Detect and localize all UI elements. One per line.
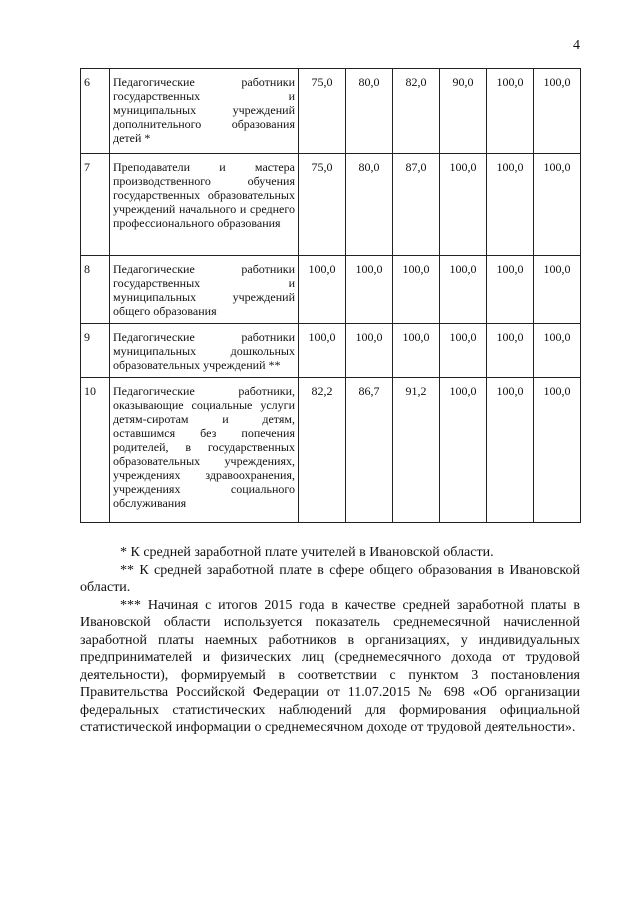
value-cell: 100,0: [487, 256, 534, 324]
row-title: Педагогические работники муниципальных дошкольных образовательных учреждений **: [110, 324, 299, 378]
footnote-general-education: ** К средней заработной плате в сфере общего образования в Ивановской области.: [80, 562, 580, 595]
value-cell: 100,0: [534, 154, 581, 256]
footnote-teachers: * К средней заработной плате учителей в Ивановской области.: [120, 545, 494, 560]
row-title: Педагогические работники, оказывающие социальные услуги детям-сиротам и детям, оставшимся без попечения родителей, в государственных образовательных учреждениях, учреждениях здравоохранения, учреждениях социального обслуживания: [110, 378, 299, 523]
value-cell: 75,0: [299, 154, 346, 256]
table-row: [81, 378, 581, 523]
value-cell: 75,0: [299, 69, 346, 154]
value-cell: 87,0: [393, 154, 440, 256]
value-cell: 100,0: [534, 69, 581, 154]
value-cell: 82,0: [393, 69, 440, 154]
row-number: 8: [81, 256, 110, 324]
value-cell: 100,0: [440, 324, 487, 378]
page-number: 4: [573, 38, 580, 53]
value-cell: 80,0: [346, 69, 393, 154]
row-number: 7: [81, 154, 110, 256]
value-cell: 91,2: [393, 378, 440, 523]
value-cell: 100,0: [346, 324, 393, 378]
value-cell: 100,0: [487, 69, 534, 154]
table-row: [81, 324, 581, 378]
row-number: 9: [81, 324, 110, 378]
value-cell: 100,0: [534, 324, 581, 378]
value-cell: 100,0: [299, 324, 346, 378]
row-title: Педагогические работники государственных и муниципальных учреждений дополнительного образования детей *: [110, 69, 299, 154]
value-cell: 100,0: [346, 256, 393, 324]
value-cell: 100,0: [440, 154, 487, 256]
value-cell: 100,0: [440, 378, 487, 523]
value-cell: 100,0: [440, 256, 487, 324]
row-title: Педагогические работники государственных и муниципальных учреждений общего образования: [110, 256, 299, 324]
value-cell: 100,0: [393, 324, 440, 378]
value-cell: 100,0: [487, 378, 534, 523]
value-cell: 100,0: [299, 256, 346, 324]
table-row: [81, 256, 581, 324]
value-cell: 82,2: [299, 378, 346, 523]
value-cell: 80,0: [346, 154, 393, 256]
value-cell: 90,0: [440, 69, 487, 154]
row-number: 6: [81, 69, 110, 154]
row-number: 10: [81, 378, 110, 523]
value-cell: 100,0: [534, 256, 581, 324]
row-title: Преподаватели и мастера производственного обучения государственных образовательных учреждений начального и среднего профессионального образования: [110, 154, 299, 256]
table-row: [81, 154, 581, 256]
value-cell: 100,0: [393, 256, 440, 324]
value-cell: 100,0: [487, 154, 534, 256]
footnote-average-wage: *** Начиная с итогов 2015 года в качестве средней заработной платы в Ивановской области используется показатель среднемесячной начисленной заработной платы наемных работников в организациях, у индивидуальных предпринимателей и физических лиц (среднемесячного дохода от трудовой деятельности), формируемый в соответствии с пунктом 3 постановления Правительства Российской Федерации от 11.07.2015 № 698 «Об организации федеральных статистических наблюдений для формирования официальной статистической информации о среднемесячном доходе от трудовой деятельности».: [80, 597, 580, 735]
table-row: [81, 69, 581, 154]
value-cell: 100,0: [534, 378, 581, 523]
value-cell: 86,7: [346, 378, 393, 523]
indicators-table: [80, 68, 581, 523]
footnotes: [80, 544, 580, 737]
value-cell: 100,0: [487, 324, 534, 378]
